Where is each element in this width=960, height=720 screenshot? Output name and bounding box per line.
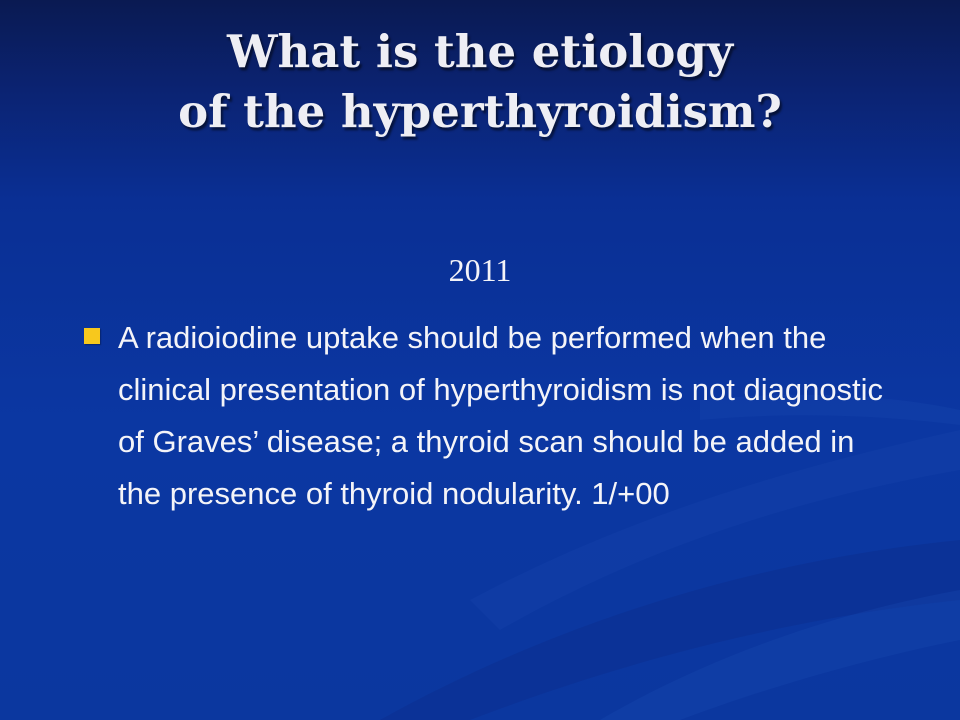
slide-title-line-1: What is the etiology <box>226 25 733 78</box>
bullet-text: A radioiodine uptake should be performed when the clinical presentation of hyperthyroidism is not diagnostic of Graves’ disease; a thyroid scan should be added in the presence of thyroid nodularity. 1/+00 <box>118 320 884 511</box>
bullet-item <box>84 312 884 520</box>
square-bullet-icon <box>84 328 100 344</box>
slide-title-line-2: of the hyperthyroidism? <box>178 85 782 138</box>
year-subheading: 2011 <box>448 252 512 288</box>
slide-title <box>0 22 960 142</box>
bullet-list <box>84 312 884 520</box>
